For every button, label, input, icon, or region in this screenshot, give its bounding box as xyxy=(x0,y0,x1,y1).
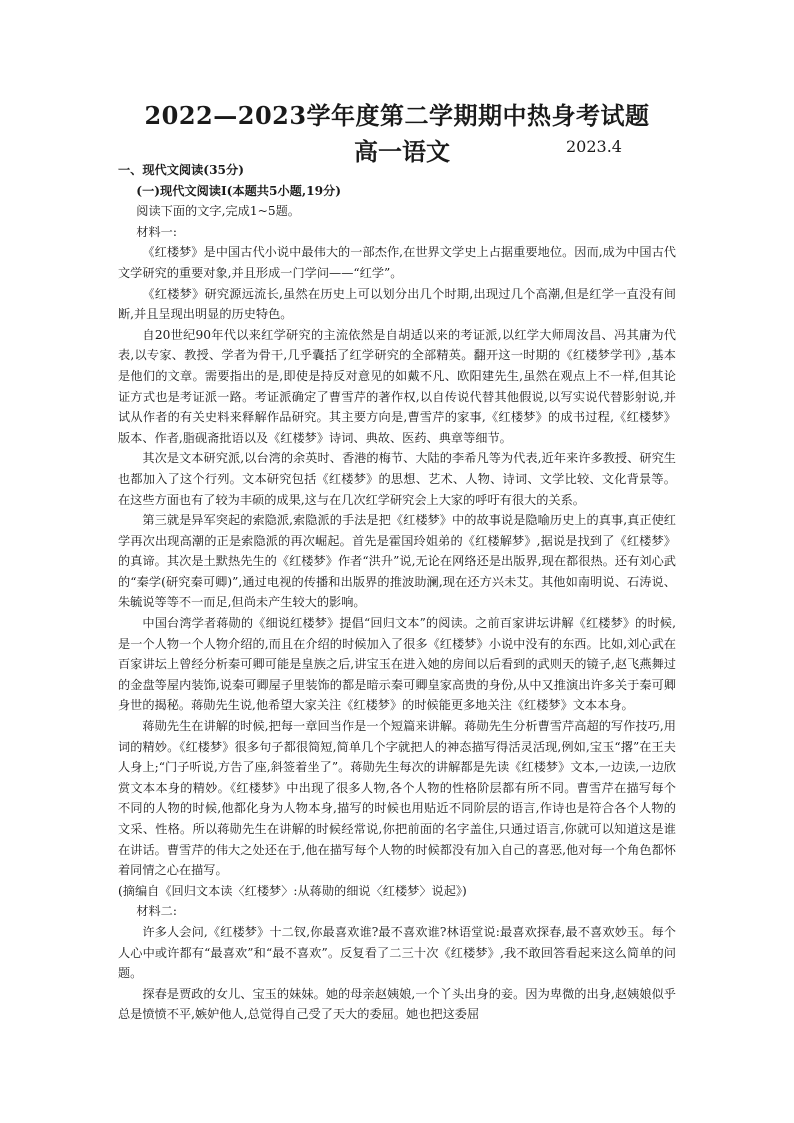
paragraph: 《红楼梦》是中国古代小说中最伟大的一部杰作,在世界文学史上占据重要地位。因而,成为中国古代文学研究的重要对象,并且形成一门学问——“红学”。 xyxy=(118,245,676,280)
paragraph: 第三就是异军突起的索隐派,索隐派的手法是把《红楼梦》中的故事说是隐喻历史上的真事,真正使红学再次出现高潮的正是索隐派的再次崛起。首先是霍国玲姐弟的《红楼解梦》,据说是找到了《红楼梦》的真谛。其次是土默热先生的《红楼梦》作者“洪升”说,无论在网络还是出版界,现在都很热。还有刘心武的“秦学(研究秦可卿)”,通过电视的传播和出版界的推波助澜,现在还方兴未艾。其他如南明说、石涛说、朱毓说等等不一而足,但尚未产生较大的影响。 xyxy=(118,513,676,610)
instruction-text: 阅读下面的文字,完成1~5题。 xyxy=(136,204,300,219)
exam-date: 2023.4 xyxy=(566,137,622,156)
exam-title: 2022—2023学年度第二学期期中热身考试题 xyxy=(144,101,650,130)
material-two-label: 材料二: xyxy=(136,904,177,919)
material-one-label: 材料一: xyxy=(136,224,177,239)
exam-body xyxy=(118,160,676,1025)
subsection-heading: (一)现代文阅读Ⅰ(本题共5小题,19分) xyxy=(136,183,341,198)
paragraph: 中国台湾学者蒋勋的《细说红楼梦》提倡“回归文本”的阅读。之前百家讲坛讲解《红楼梦》的时候,是一个人物一个人物介绍的,而且在介绍的时候加入了很多《红楼梦》小说中没有的东西。比如,刘心武在百家讲坛上曾经分析秦可卿可能是皇族之后,讲宝玉在进入她的房间以后看到的武则天的镜子,赵飞燕舞过的金盘等屋内装饰,说秦可卿屋子里装饰的都是暗示秦可卿皇家高贵的身份,从中又推演出许多关于秦可卿身世的揭秘。蒋勋先生说,他希望大家关注《红楼梦》的时候能更多地关注《红楼梦》文本本身。 xyxy=(118,616,676,713)
paragraph: 自20世纪90年代以来红学研究的主流依然是自胡适以来的考证派,以红学大师周汝昌、冯其庸为代表,以专家、教授、学者为骨干,几乎囊括了红学研究的全部精英。翻开这一时期的《红楼梦学刊》,基本是他们的文章。需要指出的是,即使是持反对意见的如戴不凡、欧阳建先生,虽然在观点上不一样,但其论证方式也是考证派一路。考证派确定了曹雪芹的著作权,以自传说代替其他假说,以写实说代替影射说,并试从作者的有关史料来释解作品研究。其主要方向是,曹雪芹的家事,《红楼梦》的成书过程,《红楼梦》版本、作者,脂砚斋批语以及《红楼梦》诗词、典故、医药、典章等细节。 xyxy=(118,327,676,445)
subject-title: 高一语文 xyxy=(354,137,450,166)
paragraph: 许多人会问,《红楼梦》十二钗,你最喜欢谁?最不喜欢谁?林语堂说:最喜欢探春,最不喜欢妙玉。每个人心中或许都有“最喜欢”和“最不喜欢”。反复看了二三十次《红楼梦》,我不敢回答看起来这么简单的问题。 xyxy=(118,924,676,981)
paragraph: 探春是贾政的女儿、宝玉的妹妹。她的母亲赵姨娘,一个丫头出身的妾。因为卑微的出身,赵姨娘似乎总是愤愤不平,嫉妒他人,总觉得自己受了天大的委屈。她也把这委屈 xyxy=(118,986,676,1022)
source-citation: (摘编自《回归文本读〈红楼梦〉:从蒋勋的细说〈红楼梦〉说起》) xyxy=(118,883,467,898)
paragraph: 蒋勋先生在讲解的时候,把每一章回当作是一个短篇来讲解。蒋勋先生分析曹雪芹高超的写作技巧,用词的精妙。《红楼梦》很多句子都很简短,简单几个字就把人的神态描写得活灵活现,例如,宝玉“撂”在王夫人身上;“门子听说,方告了座,斜签着坐了”。蒋勋先生每次的讲解都是先读《红楼梦》文本,一边读,一边欣赏文本本身的精妙。《红楼梦》中出现了很多人物,各个人物的性格阶层都有所不同。曹雪芹在描写每个不同的人物的时候,他都化身为人物本身,描写的时候也用贴近不同阶层的语言,作诗也是符合各个人物的文采、性格。所以蒋勋先生在讲解的时候经常说,你把前面的名字盖住,只通过语言,你就可以知道这是谁在讲话。曹雪芹的伟大之处还在于,他在描写每个人物的时候都没有加入自己的喜恶,他对每一个角色都怀着同情之心在描写。 xyxy=(118,719,676,878)
section-heading: 一、现代文阅读(35分) xyxy=(118,163,244,177)
paragraph: 《红楼梦》研究源远流长,虽然在历史上可以划分出几个时期,出现过几个高潮,但是红学一直没有间断,并且呈现出明显的历史特色。 xyxy=(118,286,676,322)
paragraph: 其次是文本研究派,以台湾的余英时、香港的梅节、大陆的李希凡等为代表,近年来许多教授、研究生也都加入了这个行列。文本研究包括《红楼梦》的思想、艺术、人物、诗词、文学比较、文化背景等。在这些方面也有了较为丰硕的成果,这与在几次红学研究会上大家的呼吁有很大的关系。 xyxy=(118,451,676,507)
